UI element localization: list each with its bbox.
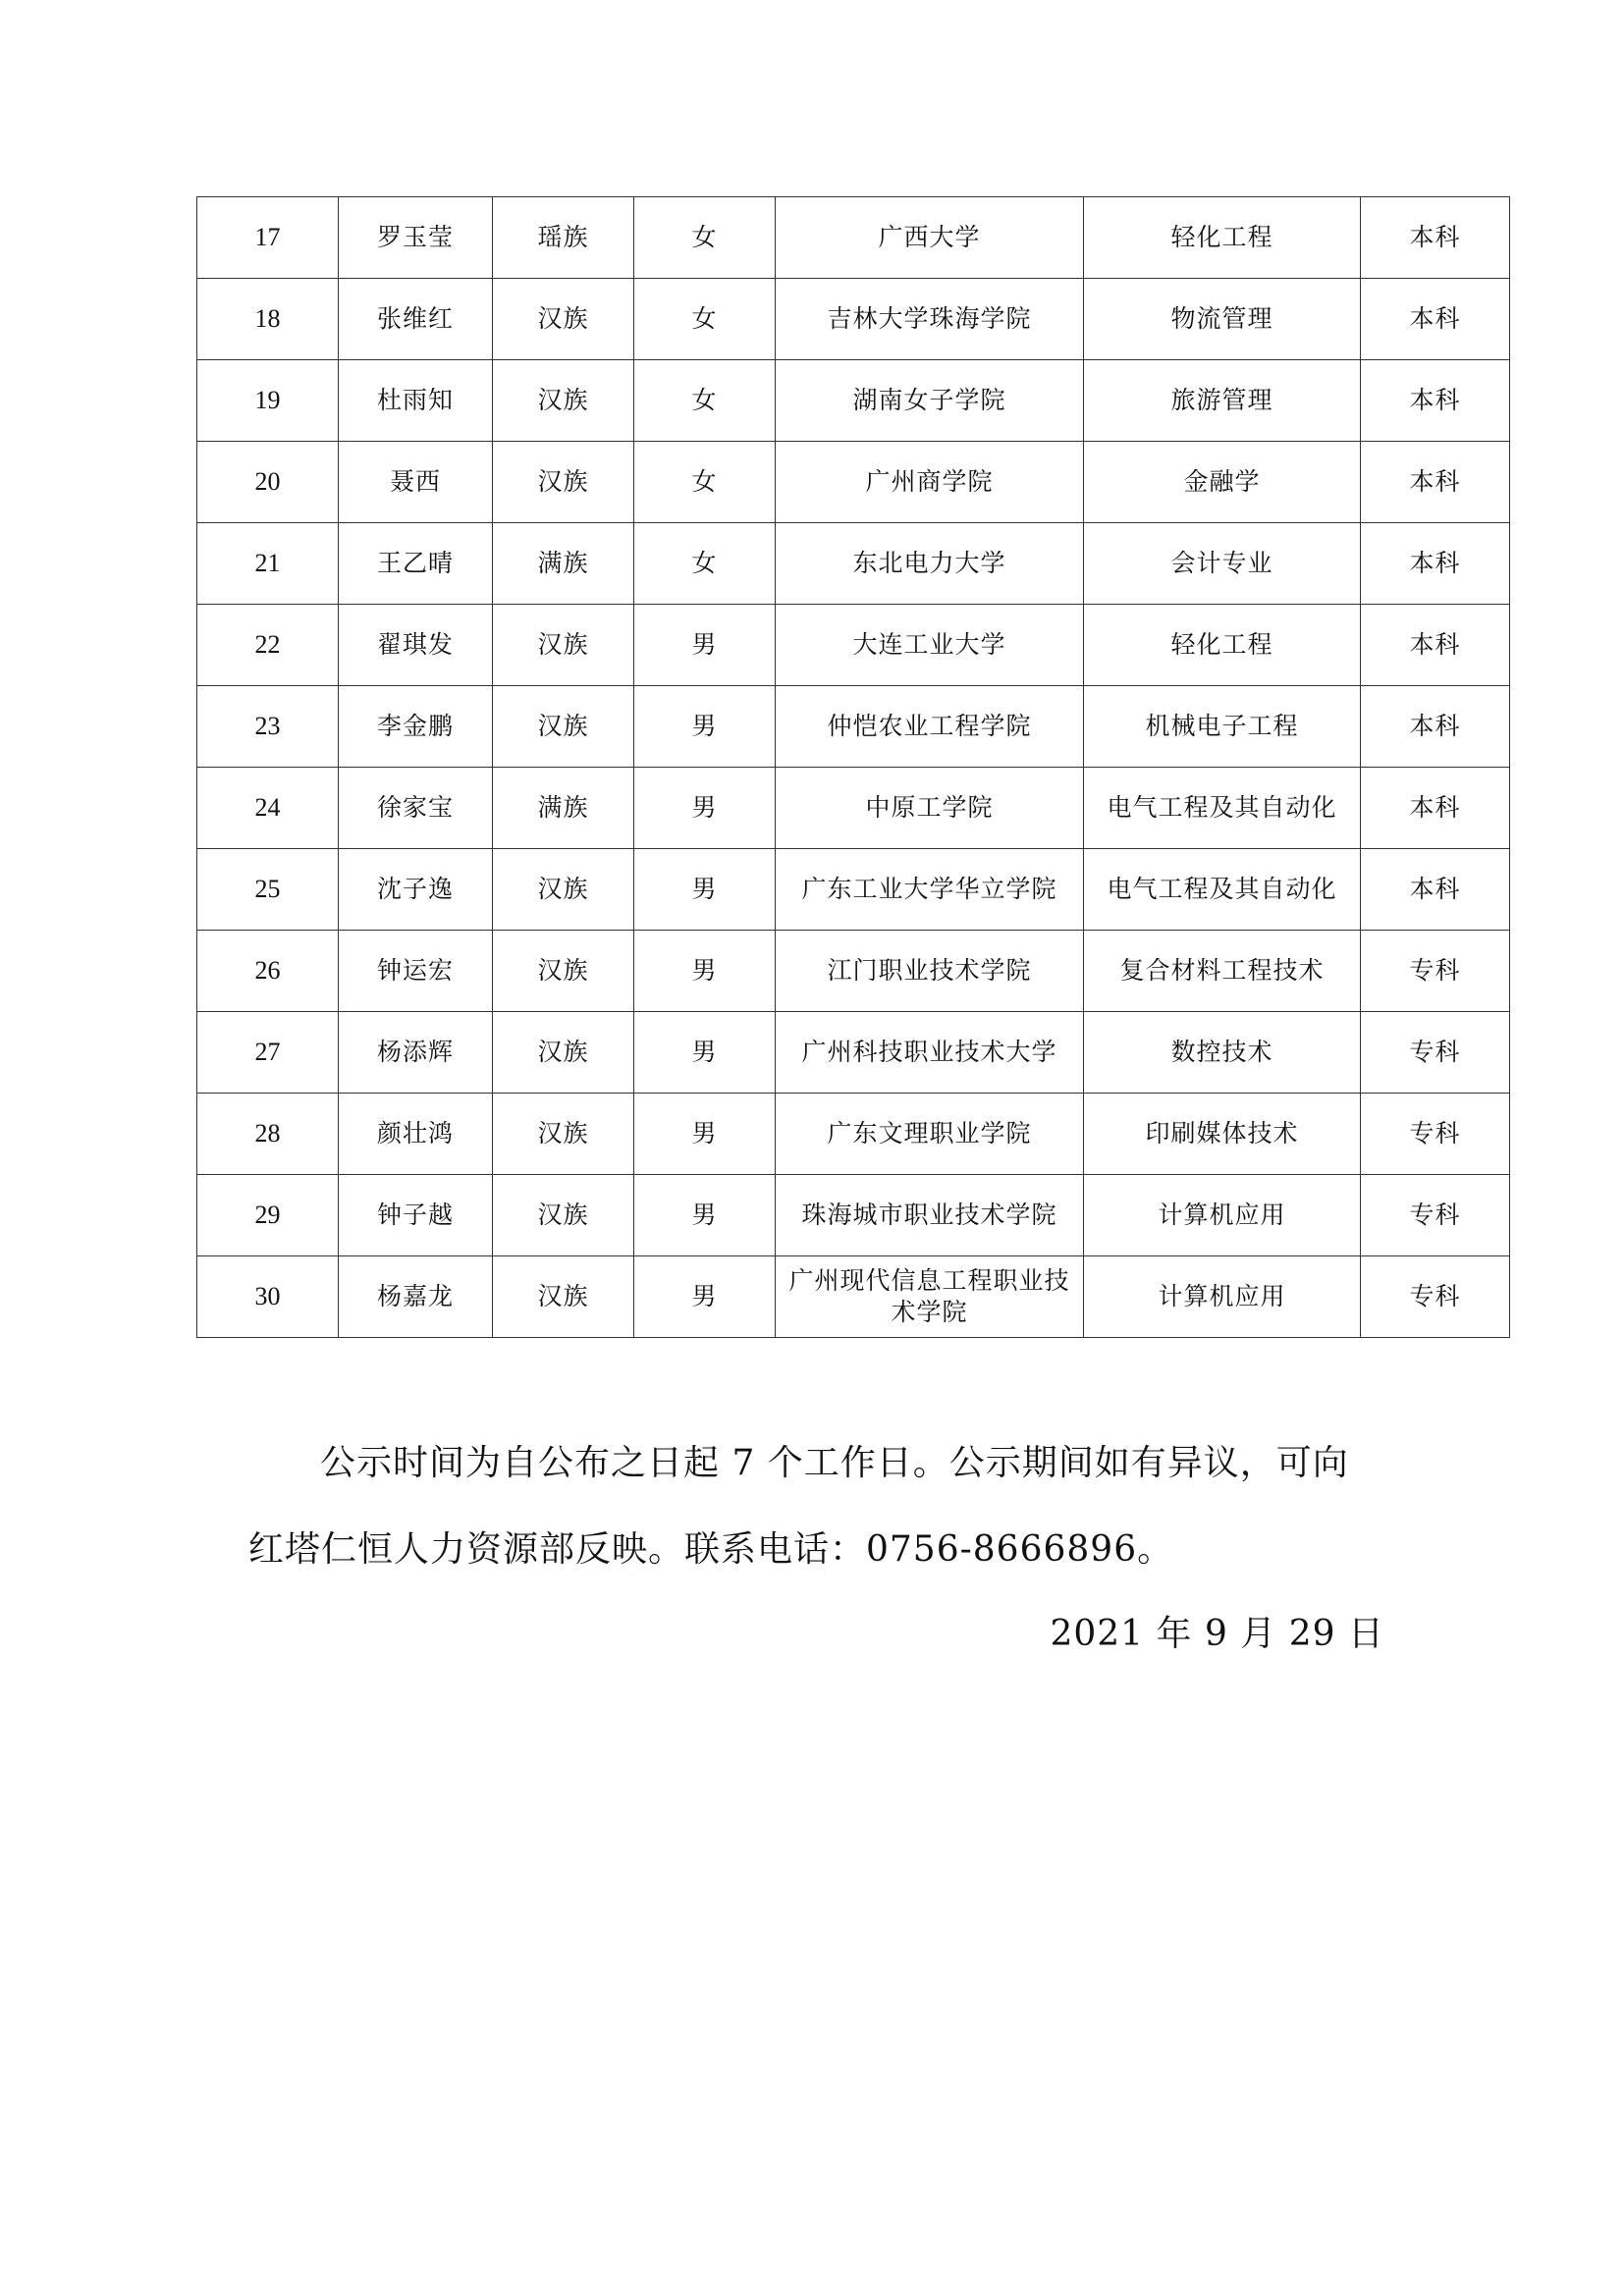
major-cell: 电气工程及其自动化	[1084, 849, 1361, 931]
name-cell: 钟运宏	[339, 931, 493, 1012]
table-row	[197, 1175, 1510, 1256]
gender-cell: 男	[634, 1012, 776, 1094]
gender-cell: 女	[634, 442, 776, 523]
school-cell: 珠海城市职业技术学院	[776, 1175, 1084, 1256]
degree-cell: 专科	[1361, 1175, 1510, 1256]
degree-cell: 专科	[1361, 1094, 1510, 1175]
ethnicity-cell: 满族	[493, 768, 634, 849]
row-number-cell: 17	[197, 197, 339, 279]
row-number-cell: 24	[197, 768, 339, 849]
major-cell: 复合材料工程技术	[1084, 931, 1361, 1012]
table-row	[197, 931, 1510, 1012]
table-row	[197, 1256, 1510, 1338]
ethnicity-cell: 汉族	[493, 1094, 634, 1175]
school-cell: 吉林大学珠海学院	[776, 279, 1084, 360]
notice-text-line-2: 红塔仁恒人力资源部反映。联系电话：0756-8666896。	[248, 1529, 1174, 1570]
row-number-cell: 25	[197, 849, 339, 931]
gender-cell: 女	[634, 360, 776, 442]
major-cell: 会计专业	[1084, 523, 1361, 605]
degree-cell: 本科	[1361, 197, 1510, 279]
ethnicity-cell: 满族	[493, 523, 634, 605]
degree-cell: 本科	[1361, 279, 1510, 360]
row-number-cell: 28	[197, 1094, 339, 1175]
name-cell: 杨嘉龙	[339, 1256, 493, 1338]
degree-cell: 本科	[1361, 442, 1510, 523]
row-number-cell: 20	[197, 442, 339, 523]
gender-cell: 男	[634, 1175, 776, 1256]
major-cell: 机械电子工程	[1084, 686, 1361, 768]
row-number-cell: 21	[197, 523, 339, 605]
degree-cell: 专科	[1361, 1012, 1510, 1094]
name-cell: 沈子逸	[339, 849, 493, 931]
name-cell: 钟子越	[339, 1175, 493, 1256]
name-cell: 颜壮鸿	[339, 1094, 493, 1175]
ethnicity-cell: 瑶族	[493, 197, 634, 279]
table-row	[197, 197, 1510, 279]
name-cell: 翟琪发	[339, 605, 493, 686]
gender-cell: 女	[634, 197, 776, 279]
degree-cell: 本科	[1361, 768, 1510, 849]
major-cell: 金融学	[1084, 442, 1361, 523]
row-number-cell: 29	[197, 1175, 339, 1256]
row-number-cell: 23	[197, 686, 339, 768]
school-cell: 广东工业大学华立学院	[776, 849, 1084, 931]
gender-cell: 女	[634, 523, 776, 605]
table-row	[197, 523, 1510, 605]
ethnicity-cell: 汉族	[493, 442, 634, 523]
gender-cell: 男	[634, 931, 776, 1012]
name-cell: 罗玉莹	[339, 197, 493, 279]
degree-cell: 本科	[1361, 849, 1510, 931]
candidate-table	[196, 196, 1510, 1338]
major-cell: 物流管理	[1084, 279, 1361, 360]
row-number-cell: 30	[197, 1256, 339, 1338]
school-cell: 仲恺农业工程学院	[776, 686, 1084, 768]
school-cell: 广州商学院	[776, 442, 1084, 523]
major-cell: 印刷媒体技术	[1084, 1094, 1361, 1175]
degree-cell: 专科	[1361, 1256, 1510, 1338]
major-cell: 电气工程及其自动化	[1084, 768, 1361, 849]
degree-cell: 专科	[1361, 931, 1510, 1012]
degree-cell: 本科	[1361, 360, 1510, 442]
row-number-cell: 26	[197, 931, 339, 1012]
school-cell: 广州现代信息工程职业技术学院	[776, 1256, 1084, 1338]
name-cell: 徐家宝	[339, 768, 493, 849]
table-row	[197, 686, 1510, 768]
row-number-cell: 19	[197, 360, 339, 442]
gender-cell: 男	[634, 1094, 776, 1175]
ethnicity-cell: 汉族	[493, 360, 634, 442]
notice-date: 2021 年 9 月 29 日	[1050, 1614, 1384, 1654]
ethnicity-cell: 汉族	[493, 605, 634, 686]
table-row	[197, 1012, 1510, 1094]
major-cell: 轻化工程	[1084, 197, 1361, 279]
major-cell: 轻化工程	[1084, 605, 1361, 686]
school-cell: 广西大学	[776, 197, 1084, 279]
name-cell: 杜雨知	[339, 360, 493, 442]
gender-cell: 女	[634, 279, 776, 360]
major-cell: 计算机应用	[1084, 1256, 1361, 1338]
major-cell: 数控技术	[1084, 1012, 1361, 1094]
gender-cell: 男	[634, 686, 776, 768]
candidate-table-body	[197, 197, 1510, 1338]
name-cell: 聂西	[339, 442, 493, 523]
school-cell: 中原工学院	[776, 768, 1084, 849]
gender-cell: 男	[634, 1256, 776, 1338]
table-row	[197, 768, 1510, 849]
table-row	[197, 279, 1510, 360]
ethnicity-cell: 汉族	[493, 931, 634, 1012]
major-cell: 旅游管理	[1084, 360, 1361, 442]
ethnicity-cell: 汉族	[493, 1175, 634, 1256]
table-row	[197, 605, 1510, 686]
row-number-cell: 18	[197, 279, 339, 360]
school-cell: 广东文理职业学院	[776, 1094, 1084, 1175]
ethnicity-cell: 汉族	[493, 1012, 634, 1094]
major-cell: 计算机应用	[1084, 1175, 1361, 1256]
table-row	[197, 442, 1510, 523]
name-cell: 张维红	[339, 279, 493, 360]
ethnicity-cell: 汉族	[493, 849, 634, 931]
gender-cell: 男	[634, 605, 776, 686]
name-cell: 王乙晴	[339, 523, 493, 605]
school-cell: 湖南女子学院	[776, 360, 1084, 442]
school-cell: 大连工业大学	[776, 605, 1084, 686]
notice-text-line-1: 公示时间为自公布之日起 7 个工作日。公示期间如有异议，可向	[320, 1443, 1349, 1483]
name-cell: 李金鹏	[339, 686, 493, 768]
school-cell: 东北电力大学	[776, 523, 1084, 605]
name-cell: 杨添辉	[339, 1012, 493, 1094]
school-cell: 江门职业技术学院	[776, 931, 1084, 1012]
degree-cell: 本科	[1361, 686, 1510, 768]
ethnicity-cell: 汉族	[493, 686, 634, 768]
degree-cell: 本科	[1361, 605, 1510, 686]
table-row	[197, 849, 1510, 931]
gender-cell: 男	[634, 768, 776, 849]
row-number-cell: 22	[197, 605, 339, 686]
table-row	[197, 1094, 1510, 1175]
ethnicity-cell: 汉族	[493, 279, 634, 360]
ethnicity-cell: 汉族	[493, 1256, 634, 1338]
school-cell: 广州科技职业技术大学	[776, 1012, 1084, 1094]
degree-cell: 本科	[1361, 523, 1510, 605]
row-number-cell: 27	[197, 1012, 339, 1094]
table-row	[197, 360, 1510, 442]
gender-cell: 男	[634, 849, 776, 931]
